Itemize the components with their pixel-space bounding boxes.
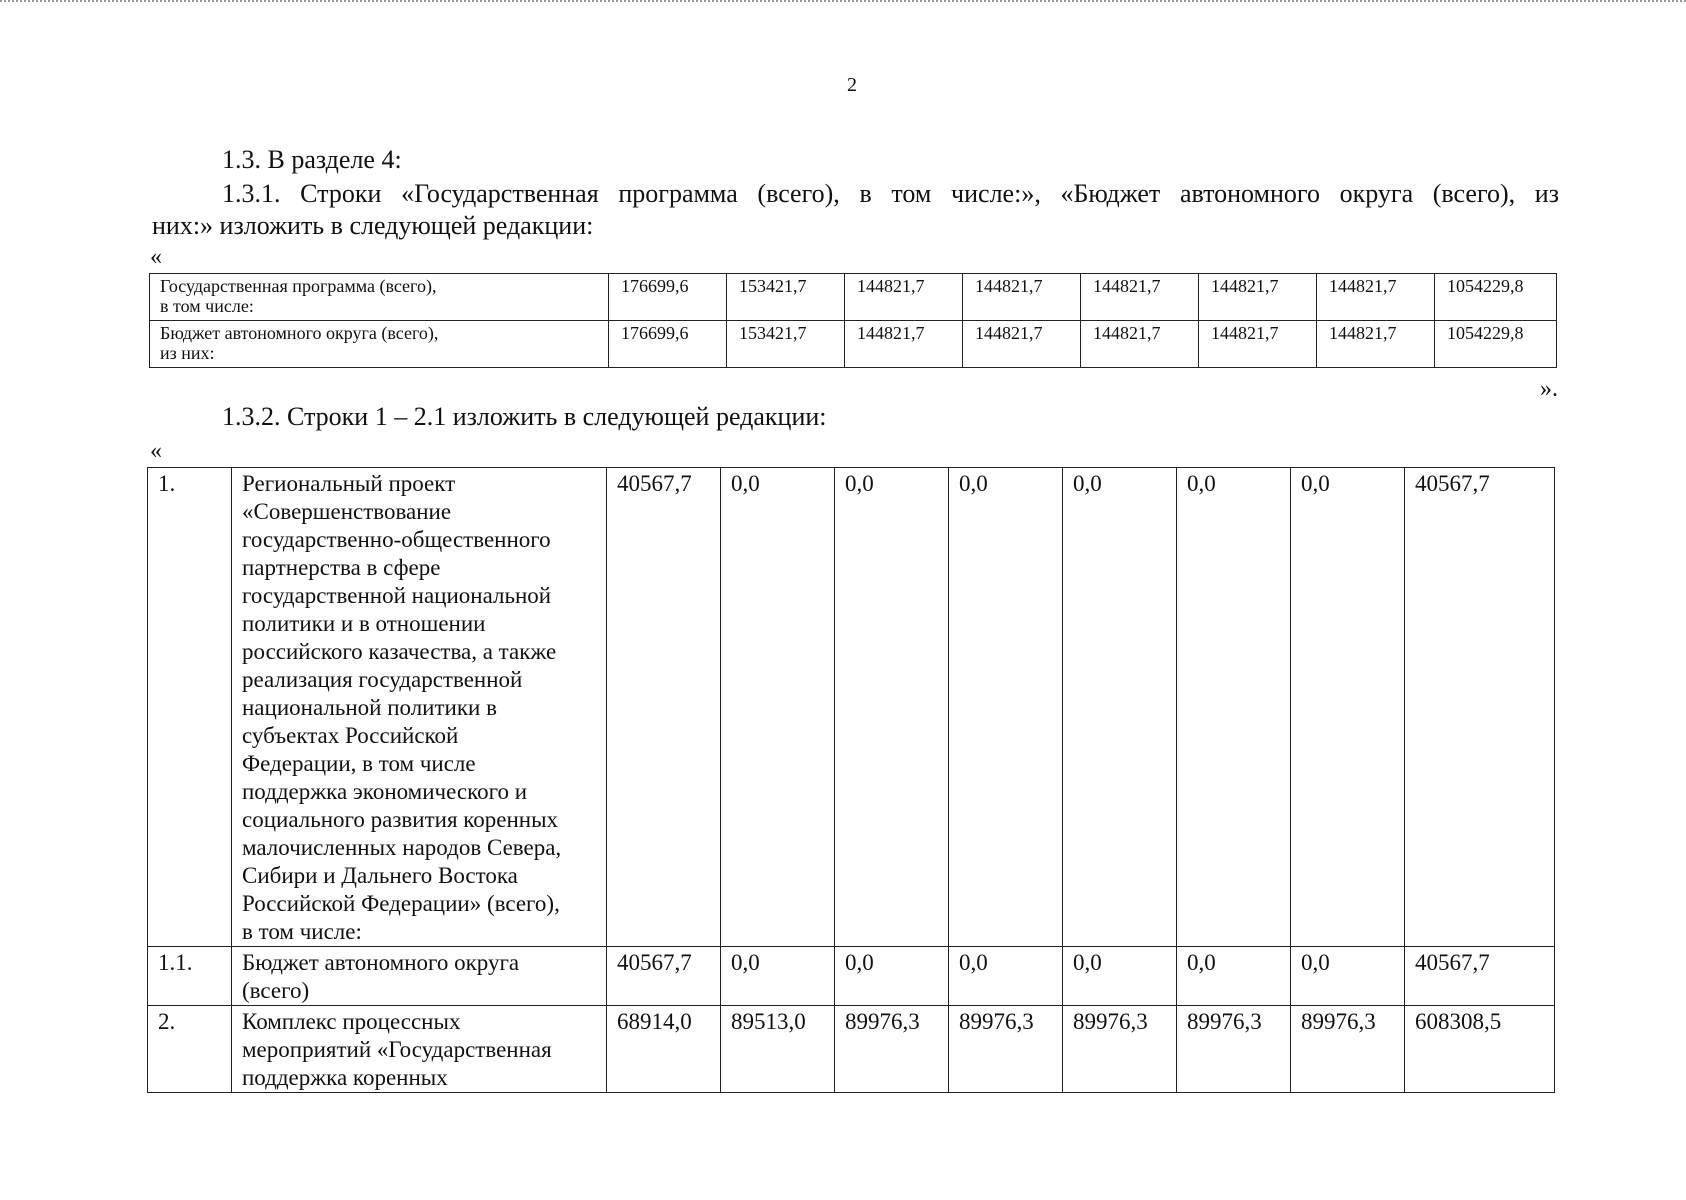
- summary-table: [149, 273, 1557, 368]
- row-name-line: политики и в отношении: [242, 611, 486, 636]
- value-cell: 144821,7: [1317, 321, 1435, 368]
- value-cell: 144821,7: [963, 321, 1081, 368]
- paragraph-1-3-1-line2: них:» изложить в следующей редакции:: [152, 211, 594, 240]
- scan-edge-line: [0, 0, 1686, 2]
- value-cell: 144821,7: [845, 274, 963, 321]
- value-cell: 89976,3: [949, 1006, 1063, 1093]
- row-name-line: мероприятий «Государственная: [242, 1037, 552, 1062]
- paragraph-1-3-1-line1: 1.3.1. Строки «Государственная программа (всего), в том числе:», «Бюджет автономного округа (всего), из: [222, 179, 1559, 208]
- row-name: [232, 468, 607, 947]
- value-cell: 0,0: [721, 468, 835, 947]
- value-cell: 0,0: [949, 947, 1063, 1006]
- value-cell: 144821,7: [963, 274, 1081, 321]
- row-label: [150, 321, 609, 368]
- row-name: [232, 1006, 607, 1093]
- row-label-line: в том числе:: [160, 296, 254, 316]
- value-cell: 40567,7: [607, 468, 721, 947]
- table-row: [150, 274, 1557, 321]
- paragraph-1-3-1: [222, 177, 1559, 211]
- value-cell: 89513,0: [721, 1006, 835, 1093]
- paragraph-1-3-2: 1.3.2. Строки 1 – 2.1 изложить в следующей редакции:: [222, 402, 827, 431]
- row-name-line: (всего): [242, 978, 310, 1003]
- section-heading: 1.3. В разделе 4:: [222, 145, 402, 174]
- row-name-line: малочисленных народов Севера,: [242, 835, 562, 860]
- value-cell: 89976,3: [835, 1006, 949, 1093]
- value-cell: 0,0: [949, 468, 1063, 947]
- row-label-line: из них:: [160, 343, 215, 363]
- row-number: 2.: [148, 1006, 232, 1093]
- table-row: [150, 321, 1557, 368]
- value-cell: 144821,7: [1081, 321, 1199, 368]
- row-name-line: государственной национальной: [242, 583, 552, 608]
- row-name-line: «Совершенствование: [242, 499, 452, 524]
- value-cell: 144821,7: [1199, 321, 1317, 368]
- value-cell: 89976,3: [1177, 1006, 1291, 1093]
- row-label-line: Государственная программа (всего),: [160, 276, 437, 296]
- value-cell: 0,0: [1177, 468, 1291, 947]
- quote-close: ».: [1540, 376, 1558, 402]
- row-label-line: Бюджет автономного округа (всего),: [160, 323, 439, 343]
- row-name-line: национальной политики в: [242, 695, 497, 720]
- value-cell: 0,0: [1063, 468, 1177, 947]
- row-name-line: поддержка коренных: [242, 1065, 448, 1090]
- value-cell: 40567,7: [1405, 468, 1555, 947]
- row-number: 1.: [148, 468, 232, 947]
- value-cell: 1054229,8: [1435, 274, 1557, 321]
- value-cell: 144821,7: [1317, 274, 1435, 321]
- row-label: [150, 274, 609, 321]
- row-name-line: российского казачества, а также: [242, 639, 557, 664]
- value-cell: 40567,7: [1405, 947, 1555, 1006]
- value-cell: 144821,7: [1199, 274, 1317, 321]
- projects-table: [147, 467, 1555, 1093]
- table-row: [148, 947, 1555, 1006]
- value-cell: 144821,7: [1081, 274, 1199, 321]
- row-name-line: партнерства в сфере: [242, 555, 441, 580]
- row-name-line: реализация государственной: [242, 667, 523, 692]
- value-cell: 68914,0: [607, 1006, 721, 1093]
- value-cell: 89976,3: [1291, 1006, 1405, 1093]
- row-name-line: поддержка экономического и: [242, 779, 528, 804]
- value-cell: 176699,6: [609, 321, 727, 368]
- value-cell: 0,0: [721, 947, 835, 1006]
- page-number: 2: [847, 74, 857, 96]
- row-name: [232, 947, 607, 1006]
- value-cell: 89976,3: [1063, 1006, 1177, 1093]
- value-cell: 40567,7: [607, 947, 721, 1006]
- value-cell: 0,0: [1291, 468, 1405, 947]
- row-name-line: Сибири и Дальнего Востока: [242, 863, 518, 888]
- quote-open: «: [150, 244, 162, 270]
- row-name-line: в том числе:: [242, 919, 362, 944]
- value-cell: 0,0: [835, 947, 949, 1006]
- row-name-line: социального развития коренных: [242, 807, 559, 832]
- value-cell: 0,0: [1291, 947, 1405, 1006]
- row-name-line: Комплекс процессных: [242, 1009, 461, 1034]
- table-row: [148, 1006, 1555, 1093]
- row-name-line: Федерации, в том числе: [242, 751, 476, 776]
- value-cell: 608308,5: [1405, 1006, 1555, 1093]
- table-row: [148, 468, 1555, 947]
- row-name-line: Российской Федерации» (всего),: [242, 891, 560, 916]
- value-cell: 1054229,8: [1435, 321, 1557, 368]
- value-cell: 176699,6: [609, 274, 727, 321]
- value-cell: 153421,7: [727, 274, 845, 321]
- row-name-line: Бюджет автономного округа: [242, 950, 520, 975]
- value-cell: 144821,7: [845, 321, 963, 368]
- row-name-line: субъектах Российской: [242, 723, 459, 748]
- row-number: 1.1.: [148, 947, 232, 1006]
- value-cell: 0,0: [835, 468, 949, 947]
- row-name-line: Региональный проект: [242, 471, 456, 496]
- row-name-line: государственно-общественного: [242, 527, 551, 552]
- value-cell: 0,0: [1177, 947, 1291, 1006]
- value-cell: 0,0: [1063, 947, 1177, 1006]
- quote-open: «: [150, 438, 162, 464]
- value-cell: 153421,7: [727, 321, 845, 368]
